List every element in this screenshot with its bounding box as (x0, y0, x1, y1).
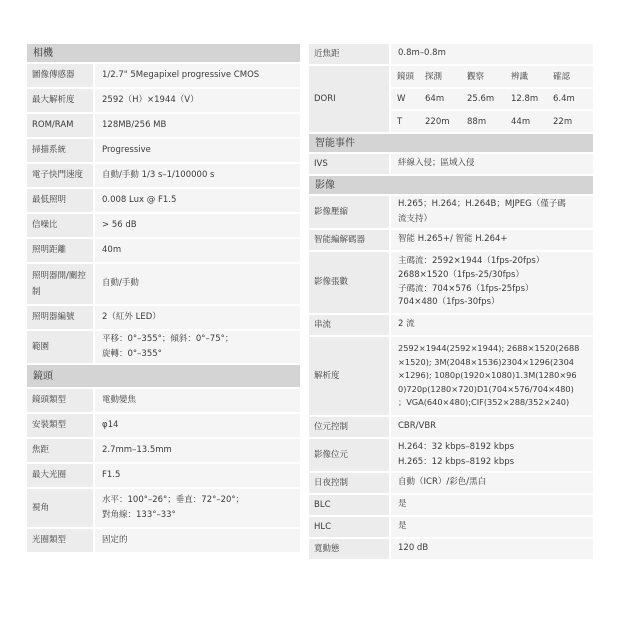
spec-value: 2（紅外 LED） (95, 306, 300, 329)
spec-value: 水平：100°–26°；垂直：72°–20°； 對角線：133°–33° (95, 489, 300, 527)
spec-label: 圖像傳感器 (27, 64, 93, 87)
dori-header-cell: 鏡頭 (397, 72, 415, 83)
spec-value: 0.008 Lux @ F1.5 (95, 189, 300, 212)
spec-label: 信噪比 (27, 214, 93, 237)
spec-value: 固定的 (95, 529, 300, 552)
dori-cell: 12.8m (511, 94, 539, 104)
spec-row-scan-system (27, 139, 300, 164)
spec-value: 40m (95, 239, 300, 262)
section-camera: 相機 (27, 44, 300, 64)
spec-label: 最低照明 (27, 189, 93, 212)
spec-row-rom-ram (27, 114, 300, 139)
dori-cell: W (397, 94, 406, 104)
spec-value: 120 dB (391, 539, 593, 559)
spec-row-close-focus (309, 44, 593, 66)
spec-value: 自動/手動 (95, 264, 300, 304)
spec-value: 0.8m–0.8m (391, 44, 593, 64)
spec-label: BLC (309, 495, 389, 515)
spec-row-dori (309, 66, 593, 134)
spec-row-focal-length (27, 439, 300, 464)
spec-row-blc (309, 495, 593, 517)
spec-label: 掃描系統 (27, 139, 93, 162)
spec-row-stream (309, 315, 593, 337)
section-video: 影像 (309, 176, 593, 196)
spec-value: Progressive (95, 139, 300, 162)
spec-value: 自動（ICR）/彩色/黑白 (391, 473, 593, 493)
spec-row-smart-codec (309, 230, 593, 252)
dori-cell: 44m (511, 116, 531, 127)
spec-label: 影像壓縮 (309, 196, 389, 228)
spec-label: 位元控制 (309, 417, 389, 437)
spec-label: 安裝類型 (27, 414, 93, 437)
spec-value: 電動變焦 (95, 389, 300, 412)
spec-row-video-bitrate (309, 439, 593, 473)
spec-label: 視角 (27, 489, 93, 527)
spec-value: H.265；H.264；H.264B；MJPEG（僅子碼 流支持） (391, 196, 593, 228)
spec-row-day-night (309, 473, 593, 495)
section-lens: 鏡頭 (27, 365, 300, 389)
dori-header-row (391, 66, 593, 89)
spec-label: 最大解析度 (27, 89, 93, 112)
spec-label: 光圈類型 (27, 529, 93, 552)
spec-value: 是 (391, 495, 593, 515)
spec-label: 照明器編號 (27, 306, 93, 329)
spec-value: 1/2.7" 5Megapixel progressive CMOS (95, 64, 300, 87)
spec-row-min-illumination (27, 189, 300, 214)
dori-cell: 22m (553, 116, 573, 127)
spec-label: 智能編解碼器 (309, 230, 389, 250)
spec-label: 影像張數 (309, 252, 389, 313)
dori-cell: 64m (425, 94, 445, 104)
dori-cell: 25.6m (467, 94, 495, 104)
spec-label: 日夜控制 (309, 473, 389, 493)
spec-row-illuminator-number (27, 306, 300, 331)
spec-label: 影像位元 (309, 439, 389, 471)
section-smart-events: 智能事件 (309, 134, 593, 154)
spec-value: 主碼流：2592×1944（1fps-20fps） 2688×1520（1fps-25/30fps） 子碼流：704×576（1fps-25fps） 704×480（1fps-30fps） (391, 252, 593, 313)
spec-label: 解析度 (309, 337, 389, 415)
spec-label: ROM/RAM (27, 114, 93, 137)
spec-value: 平移：0°–355°；傾斜：0°–75°； 旋轉：0°–355° (95, 331, 300, 363)
spec-row-resolution (309, 337, 593, 417)
dori-cell: 220m (425, 116, 450, 127)
spec-value: 2.7mm–13.5mm (95, 439, 300, 462)
dori-header-cell: 探測 (425, 72, 443, 83)
dori-header-cell: 確認 (553, 72, 571, 83)
spec-value: > 56 dB (95, 214, 300, 237)
spec-value: CBR/VBR (391, 417, 593, 437)
spec-row-video-compression (309, 196, 593, 230)
spec-value: 2592×1944(2592×1944); 2688×1520(2688 ×1520); 3M(2048×1536)2304×1296(2304 ×1296); 1080p(1920×1080)1.3M(1280×96 0)720p(1280×720)D1(704×576/704×480) ；VGA(640×480);CIF(352×288/352×240) (391, 337, 593, 415)
spec-value: H.264：32 kbps–8192 kbps H.265：12 kbps–8192 kbps (391, 439, 593, 471)
spec-row-max-aperture (27, 464, 300, 489)
dori-cell: 6.4m (553, 94, 575, 104)
spec-value: 絆線入侵；區域入侵 (391, 154, 593, 174)
dori-table (391, 66, 593, 132)
spec-row-bitrate-control (309, 417, 593, 439)
spec-row-lens-type (27, 389, 300, 414)
spec-row-illuminator-control (27, 264, 300, 306)
spec-row-mount-type (27, 414, 300, 439)
spec-label: 鏡頭類型 (27, 389, 93, 412)
spec-label: IVS (309, 154, 389, 174)
spec-row-range (27, 331, 300, 365)
dori-header-cell: 觀察 (467, 72, 485, 83)
spec-row-shutter-speed (27, 164, 300, 189)
spec-row-iris-type (27, 529, 300, 554)
dori-header-cell: 辨識 (511, 72, 529, 83)
spec-value: F1.5 (95, 464, 300, 487)
spec-value: 智能 H.265+/ 智能 H.264+ (391, 230, 593, 250)
spec-value: 2 流 (391, 315, 593, 335)
spec-row-illumination-distance (27, 239, 300, 264)
spec-label: 電子快門速度 (27, 164, 93, 187)
spec-row-field-of-view (27, 489, 300, 529)
dori-cell: T (397, 116, 403, 127)
spec-value: 128MB/256 MB (95, 114, 300, 137)
spec-label: 串流 (309, 315, 389, 335)
spec-label: 照明距離 (27, 239, 93, 262)
right-spec-column (309, 44, 593, 561)
spec-label: 最大光圈 (27, 464, 93, 487)
left-spec-column (27, 44, 300, 554)
spec-label: 焦距 (27, 439, 93, 462)
spec-row-snr (27, 214, 300, 239)
spec-value: 自動/手動 1/3 s–1/100000 s (95, 164, 300, 187)
spec-row-max-resolution (27, 89, 300, 114)
spec-label: HLC (309, 517, 389, 537)
spec-label: 範圍 (27, 331, 93, 363)
spec-label: 近焦距 (309, 44, 389, 64)
dori-row (391, 89, 593, 112)
spec-row-image-sensor (27, 64, 300, 89)
spec-label: 寬動態 (309, 539, 389, 559)
dori-row (391, 111, 593, 132)
spec-value: φ14 (95, 414, 300, 437)
spec-row-frame-rate (309, 252, 593, 315)
spec-label: DORI (309, 66, 389, 132)
spec-row-ivs (309, 154, 593, 176)
spec-row-hlc (309, 517, 593, 539)
spec-value: 是 (391, 517, 593, 537)
dori-cell: 88m (467, 116, 487, 127)
spec-row-wdr (309, 539, 593, 561)
spec-label: 照明器開/關控制 (27, 264, 93, 304)
spec-value: 2592（H）×1944（V） (95, 89, 300, 112)
